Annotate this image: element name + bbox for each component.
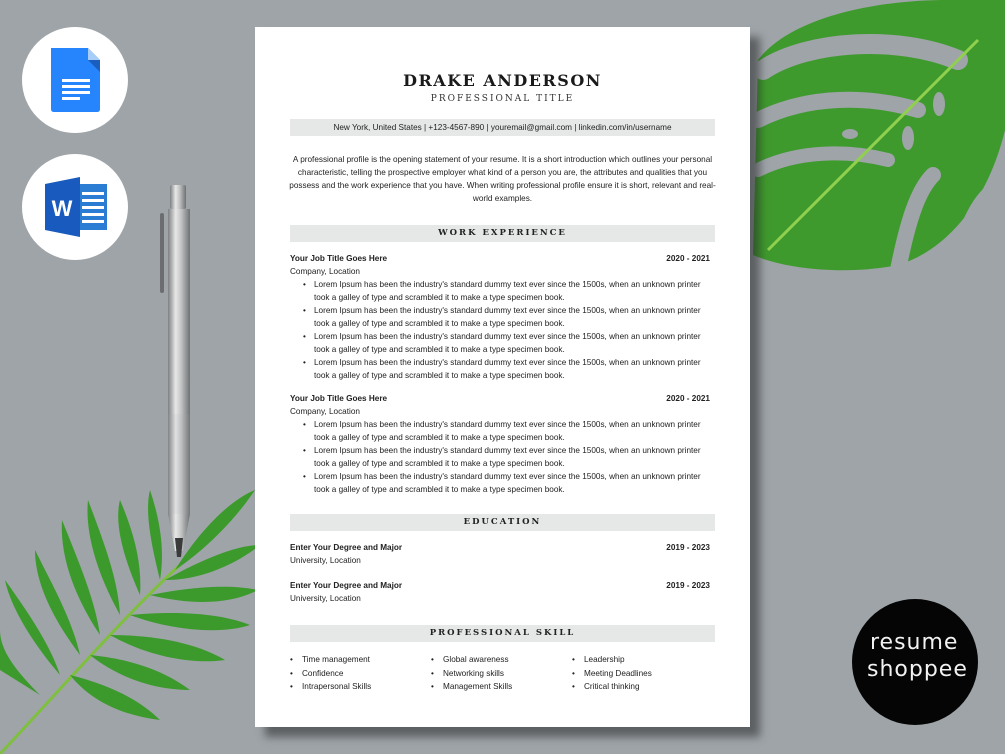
resume-shoppee-logo	[852, 599, 978, 725]
skills-column	[431, 653, 572, 694]
contact-bar: New York, United States | +123-4567-890 | youremail@gmail.com | linkedin.com/in/username	[290, 119, 715, 136]
job-company: Company, Location	[290, 267, 360, 276]
bullet-item: • Lorem Ipsum has been the industry's standard dummy text ever since the 1500s, when an unknown printer took a galley of type and scrambled it to make a type specimen book.	[303, 418, 710, 444]
skill-item: • Leadership	[572, 653, 713, 667]
skill-item: • Global awareness	[431, 653, 572, 667]
job-company: Company, Location	[290, 407, 360, 416]
palm-leaf-icon	[0, 470, 260, 754]
skill-item: • Confidence	[290, 667, 431, 681]
skill-item: • Critical thinking	[572, 680, 713, 694]
professional-title: PROFESSIONAL TITLE	[430, 94, 575, 104]
skills-column	[290, 653, 431, 694]
svg-text:W: W	[51, 196, 73, 221]
skill-item: • Intrapersonal Skills	[290, 680, 431, 694]
logo-line-2: shoppee	[867, 657, 968, 682]
logo-line-1: resume	[870, 630, 959, 655]
monstera-leaf-icon	[748, 0, 1005, 275]
school-location: University, Location	[290, 594, 361, 603]
job-bullets	[303, 278, 710, 382]
skill-item: • Time management	[290, 653, 431, 667]
school-location: University, Location	[290, 556, 361, 565]
job-entry	[290, 252, 710, 382]
education-entry	[290, 541, 710, 567]
microsoft-word-icon	[22, 154, 128, 260]
degree-title: Enter Your Degree and Major	[290, 581, 403, 590]
skill-item: • Management Skills	[431, 680, 572, 694]
ms-word-badge	[22, 154, 128, 260]
job-bullets	[303, 418, 710, 496]
bullet-item: • Lorem Ipsum has been the industry's standard dummy text ever since the 1500s, when an unknown printer took a galley of type and scrambled it to make a type specimen book.	[303, 304, 710, 330]
education-entry	[290, 579, 710, 605]
pen-icon	[155, 183, 200, 563]
bullet-item: • Lorem Ipsum has been the industry's standard dummy text ever since the 1500s, when an unknown printer took a galley of type and scrambled it to make a type specimen book.	[303, 356, 710, 382]
job-dates: 2020 - 2021	[666, 394, 710, 403]
bullet-item: • Lorem Ipsum has been the industry's standard dummy text ever since the 1500s, when an unknown printer took a galley of type and scrambled it to make a type specimen book.	[303, 470, 710, 496]
job-title: Your Job Title Goes Here	[290, 394, 388, 403]
profile-summary: A professional profile is the opening statement of your resume. It is a short introduction which outlines your personal characteristic, telling the prospective employer what kind of a person you are, the attributes and qualities that you possess and the work experience that you have. When writing professional profile ensure it is short, relevant and real-world examples.	[289, 155, 716, 203]
resume-name: DRAKE ANDERSON	[403, 71, 602, 90]
section-header-education: EDUCATION	[290, 514, 715, 531]
skill-item: • Meeting Deadlines	[572, 667, 713, 681]
bullet-item: • Lorem Ipsum has been the industry's standard dummy text ever since the 1500s, when an unknown printer took a galley of type and scrambled it to make a type specimen book.	[303, 278, 710, 304]
skill-item: • Networking skills	[431, 667, 572, 681]
google-docs-icon	[22, 27, 128, 133]
job-entry	[290, 392, 710, 496]
skills-list	[290, 653, 715, 694]
bullet-item: • Lorem Ipsum has been the industry's standard dummy text ever since the 1500s, when an unknown printer took a galley of type and scrambled it to make a type specimen book.	[303, 444, 710, 470]
degree-title: Enter Your Degree and Major	[290, 543, 403, 552]
job-title: Your Job Title Goes Here	[290, 254, 388, 263]
resume-page	[255, 27, 750, 727]
education-dates: 2019 - 2023	[666, 543, 710, 552]
education-dates: 2019 - 2023	[666, 581, 710, 590]
section-header-skills: PROFESSIONAL SKILL	[290, 625, 715, 642]
skills-column	[572, 653, 713, 694]
google-docs-badge	[22, 27, 128, 133]
job-dates: 2020 - 2021	[666, 254, 710, 263]
bullet-item: • Lorem Ipsum has been the industry's standard dummy text ever since the 1500s, when an unknown printer took a galley of type and scrambled it to make a type specimen book.	[303, 330, 710, 356]
section-header-work: WORK EXPERIENCE	[290, 225, 715, 242]
